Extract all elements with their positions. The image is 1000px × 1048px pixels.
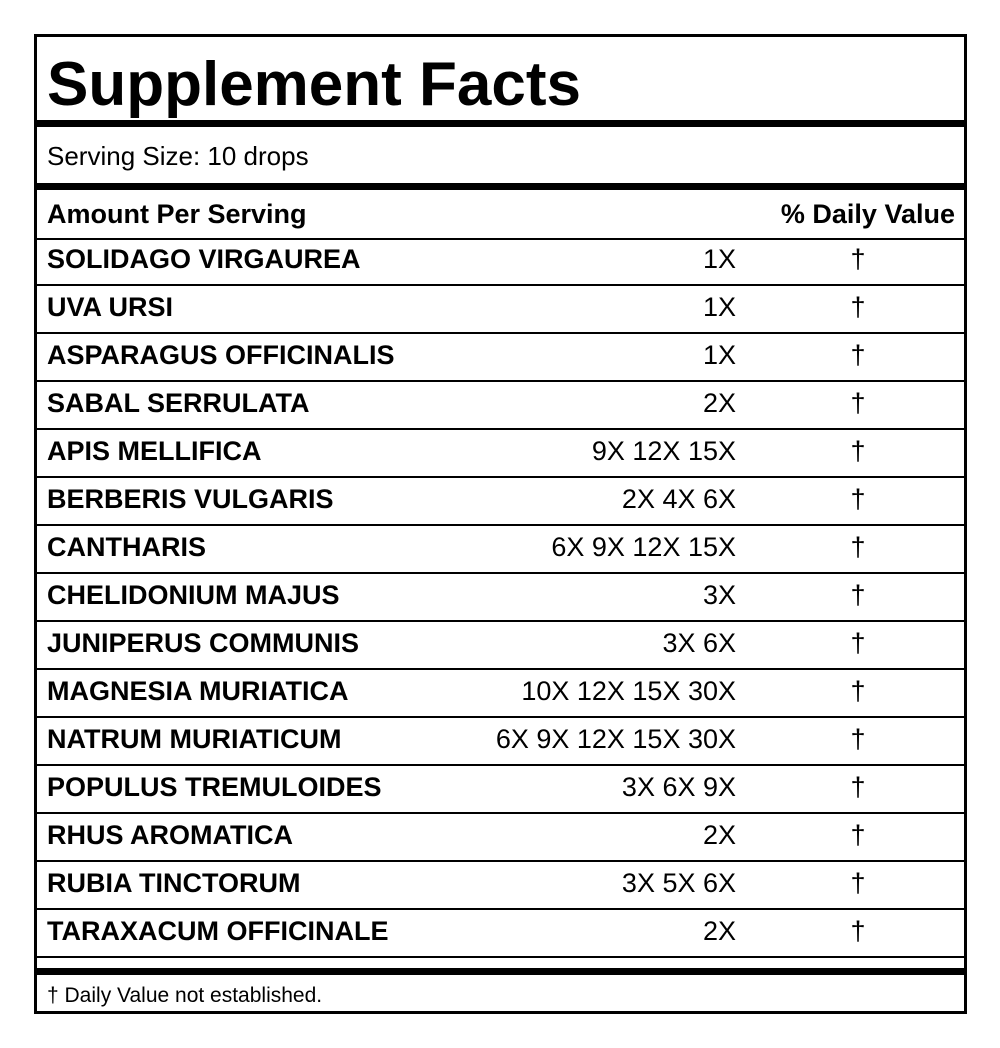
table-row [37, 766, 964, 814]
table-row [37, 862, 964, 910]
ingredient-name: ASPARAGUS OFFICINALIS [47, 340, 395, 370]
table-row [37, 526, 964, 574]
ingredient-name: APIS MELLIFICA [47, 436, 262, 466]
serving-size: Serving Size: 10 drops [47, 141, 309, 171]
table-row [37, 718, 964, 766]
table-row [37, 814, 964, 862]
daily-value-heading: % Daily Value [780, 199, 955, 229]
ingredient-potency: 6X 9X 12X 15X [551, 532, 736, 562]
table-row [37, 334, 964, 382]
amount-per-serving-heading: Amount Per Serving [47, 199, 307, 229]
table-row [37, 910, 964, 958]
table-row [37, 622, 964, 670]
table-row [37, 670, 964, 718]
ingredient-potency: 6X 9X 12X 15X 30X [495, 724, 736, 754]
ingredient-name: RHUS AROMATICA [47, 820, 293, 850]
ingredient-potency: 3X 6X [662, 628, 736, 658]
ingredient-potency: 3X 6X 9X [621, 772, 736, 802]
daily-value-dagger: † [850, 868, 866, 898]
panel-title: Supplement Facts [47, 50, 581, 119]
thick-divider [37, 183, 964, 190]
daily-value-dagger: † [850, 532, 866, 562]
table-row [37, 574, 964, 622]
ingredient-name: POPULUS TREMULOIDES [47, 772, 382, 802]
ingredient-table [37, 238, 964, 958]
ingredient-name: CANTHARIS [47, 532, 206, 562]
ingredient-potency: 1X [702, 292, 736, 322]
table-row [37, 382, 964, 430]
ingredient-potency: 2X 4X 6X [621, 484, 736, 514]
thick-divider [37, 120, 964, 127]
daily-value-dagger: † [850, 340, 866, 370]
ingredient-potency: 2X [702, 916, 736, 946]
ingredient-name: SABAL SERRULATA [47, 388, 310, 418]
daily-value-dagger: † [850, 436, 866, 466]
table-row [37, 238, 964, 286]
ingredient-potency: 2X [702, 820, 736, 850]
ingredient-name: JUNIPERUS COMMUNIS [47, 628, 360, 658]
table-row [37, 286, 964, 334]
ingredient-name: CHELIDONIUM MAJUS [47, 580, 340, 610]
ingredient-name: SOLIDAGO VIRGAUREA [47, 244, 361, 274]
daily-value-dagger: † [850, 388, 866, 418]
ingredient-potency: 1X [702, 340, 736, 370]
table-header [37, 196, 964, 240]
footnote: † Daily Value not established. [47, 984, 323, 1007]
daily-value-dagger: † [850, 292, 866, 322]
table-row [37, 430, 964, 478]
daily-value-dagger: † [850, 772, 866, 802]
ingredient-potency: 3X 5X 6X [621, 868, 736, 898]
supplement-facts-panel [34, 34, 967, 1014]
ingredient-name: MAGNESIA MURIATICA [47, 676, 349, 706]
ingredient-name: NATRUM MURIATICUM [47, 724, 342, 754]
ingredient-name: TARAXACUM OFFICINALE [47, 916, 389, 946]
daily-value-dagger: † [850, 916, 866, 946]
daily-value-dagger: † [850, 676, 866, 706]
daily-value-dagger: † [850, 820, 866, 850]
ingredient-potency: 2X [702, 388, 736, 418]
thick-divider [37, 968, 964, 975]
table-row [37, 478, 964, 526]
ingredient-potency: 10X 12X 15X 30X [521, 676, 736, 706]
daily-value-dagger: † [850, 580, 866, 610]
ingredient-name: BERBERIS VULGARIS [47, 484, 334, 514]
ingredient-potency: 9X 12X 15X [591, 436, 736, 466]
daily-value-dagger: † [850, 628, 866, 658]
ingredient-name: UVA URSI [47, 292, 174, 322]
ingredient-name: RUBIA TINCTORUM [47, 868, 301, 898]
daily-value-dagger: † [850, 484, 866, 514]
ingredient-potency: 1X [702, 244, 736, 274]
daily-value-dagger: † [850, 244, 866, 274]
ingredient-potency: 3X [702, 580, 736, 610]
daily-value-dagger: † [850, 724, 866, 754]
